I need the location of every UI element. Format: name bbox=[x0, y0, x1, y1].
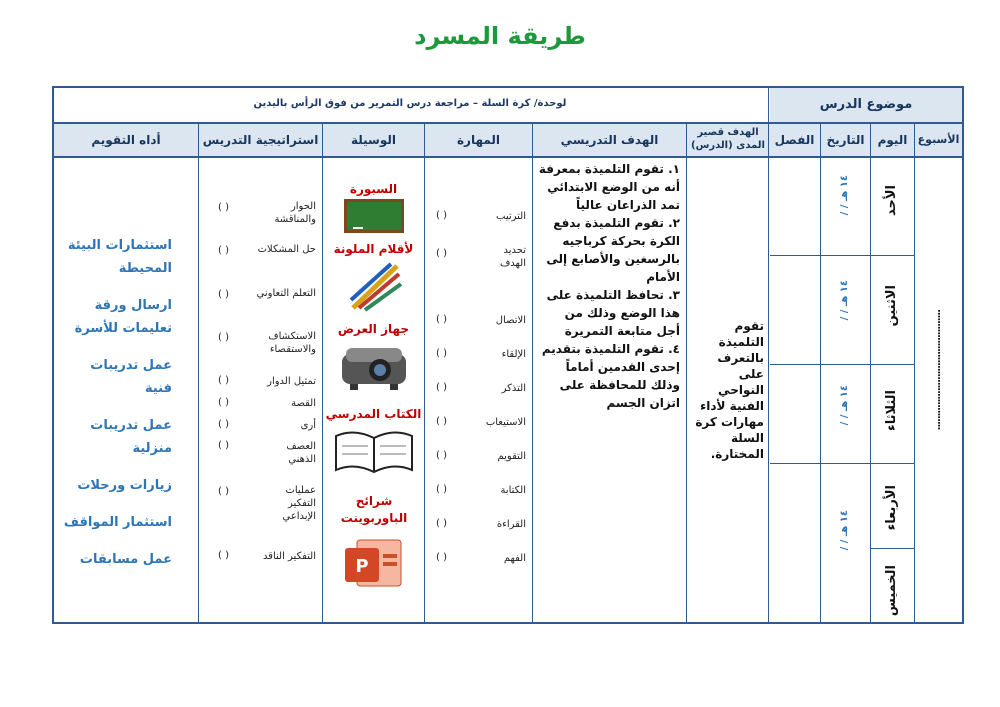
col-short-goal: الهدف قصير المدى (الدرس) bbox=[691, 127, 765, 151]
skill-checkbox[interactable]: ( ) bbox=[436, 484, 447, 495]
projector-icon bbox=[336, 338, 412, 396]
divider bbox=[914, 124, 915, 622]
skill-checkbox[interactable]: ( ) bbox=[436, 552, 447, 563]
skill-checkbox[interactable]: ( ) bbox=[436, 314, 447, 325]
evaluation-item: عمل تدريبات منزلية bbox=[90, 418, 172, 456]
divider bbox=[870, 548, 914, 549]
teaching-goal-item: ٣. تحافظ التلميذة على هذا الوضع وذلك من أجل متابعة التمريرة bbox=[546, 288, 680, 338]
evaluation-item: عمل مسابقات bbox=[79, 552, 172, 567]
col-tool: الوسيلة bbox=[350, 133, 397, 147]
skill-item: تحديد الهدف ( ) bbox=[436, 245, 526, 269]
divider bbox=[54, 156, 962, 158]
skill-item: الفهم ( ) bbox=[436, 552, 526, 564]
strategy-checkbox[interactable]: ( ) bbox=[218, 375, 229, 386]
col-week: الأسبوع bbox=[917, 133, 960, 146]
skill-item: القراءة ( ) bbox=[436, 518, 526, 530]
strategy-checkbox[interactable]: ( ) bbox=[218, 440, 229, 451]
date-tuesday: / / ١٤ هـ bbox=[839, 385, 850, 426]
divider bbox=[54, 122, 962, 124]
evaluation-item: عمل تدريبات فنية bbox=[90, 358, 172, 396]
strategy-item: الاستكشاف والاستقصاء ( ) bbox=[218, 331, 316, 355]
col-class: الفصل bbox=[774, 133, 815, 147]
strategy-item: عمليات التفكير الإبداعي ( ) bbox=[218, 485, 316, 522]
skill-checkbox[interactable]: ( ) bbox=[436, 450, 447, 461]
divider bbox=[686, 124, 687, 622]
strategy-item: العصف الذهني ( ) bbox=[218, 440, 316, 465]
day-thursday: الخميس bbox=[884, 565, 899, 617]
teaching-goal-item: ٢. تقوم التلميذة بدفع الكرة بحركة كرباجيه بالرسغين والأصابع إلى الأمام bbox=[546, 216, 680, 284]
skill-checkbox[interactable]: ( ) bbox=[436, 518, 447, 529]
pencils-icon bbox=[345, 260, 405, 312]
col-date: التاريخ bbox=[826, 133, 865, 147]
col-strategy: استراتيجية التدريس bbox=[202, 133, 319, 147]
strategy-item: تمثيل الدوار ( ) bbox=[218, 375, 316, 387]
page-title: طريقة المسرد bbox=[414, 22, 586, 50]
divider bbox=[532, 124, 533, 622]
week-value-cell bbox=[932, 310, 948, 480]
day-monday: الاثنين bbox=[884, 285, 899, 327]
skill-checkbox[interactable]: ( ) bbox=[436, 210, 447, 221]
evaluation-item: استثمار المواقف bbox=[63, 515, 172, 530]
svg-text:P: P bbox=[355, 556, 369, 577]
skill-item: الاتصال ( ) bbox=[436, 314, 526, 326]
strategy-item: التفكير الناقد ( ) bbox=[218, 550, 316, 562]
skill-item: الاستيعاب ( ) bbox=[436, 416, 526, 428]
topic-label: موضوع الدرس bbox=[819, 97, 913, 112]
strategy-checkbox[interactable]: ( ) bbox=[218, 245, 229, 256]
col-skill: المهارة bbox=[456, 133, 501, 147]
teaching-goal-item: ٤. تقوم التلميذة بتقديم إحدى القدمين أماماً وذلك للمحافظة على اتزان الجسم bbox=[541, 342, 680, 410]
divider bbox=[322, 124, 323, 622]
week-value: ........................................... bbox=[932, 310, 943, 431]
skill-checkbox[interactable]: ( ) bbox=[436, 382, 447, 393]
skill-item: الإلقاء ( ) bbox=[436, 348, 526, 360]
book-icon bbox=[332, 424, 416, 480]
divider bbox=[820, 124, 821, 622]
divider bbox=[870, 124, 871, 622]
divider bbox=[424, 124, 425, 622]
tool-label-powerpoint: شرائح الباوربوينت bbox=[340, 494, 408, 525]
strategy-checkbox[interactable]: ( ) bbox=[218, 397, 229, 408]
skill-checkbox[interactable]: ( ) bbox=[436, 348, 447, 359]
date-sunday: / / ١٤ هـ bbox=[839, 175, 850, 216]
tool-label-textbook: الكتاب المدرسي bbox=[325, 407, 422, 421]
powerpoint-icon bbox=[343, 536, 405, 592]
col-evaluation: أداه التقويم bbox=[91, 133, 161, 147]
evaluation-item: زيارات ورحلات bbox=[77, 478, 172, 493]
col-teaching-goal: الهدف التدريسي bbox=[560, 133, 659, 147]
col-day: اليوم bbox=[877, 133, 908, 147]
evaluation-item: استثمارات البيئة المحيطة bbox=[67, 238, 172, 276]
strategy-checkbox[interactable]: ( ) bbox=[218, 202, 229, 213]
strategy-checkbox[interactable]: ( ) bbox=[218, 289, 229, 300]
skill-checkbox[interactable]: ( ) bbox=[436, 248, 447, 259]
tool-label-board: السبورة bbox=[349, 182, 398, 196]
skill-checkbox[interactable]: ( ) bbox=[436, 416, 447, 427]
date-wednesday: / / ١٤ هـ bbox=[839, 510, 850, 551]
skill-item: الترتيب ( ) bbox=[436, 210, 526, 222]
chalkboard-icon bbox=[343, 198, 405, 234]
evaluation-list bbox=[60, 234, 172, 571]
tool-label-pens: لأقلام الملونة bbox=[333, 242, 414, 256]
strategy-item: حل المشكلات ( ) bbox=[218, 244, 316, 256]
strategy-item: التعلم التعاوني ( ) bbox=[218, 288, 316, 300]
topic-text: لوحدة/ كرة السلة – مراجعة درس التمرير من فوق الرأس باليدين bbox=[253, 98, 567, 109]
strategy-item: القصة ( ) bbox=[218, 397, 316, 409]
divider bbox=[768, 124, 769, 622]
strategy-checkbox[interactable]: ( ) bbox=[218, 419, 229, 430]
skill-item: التذكر ( ) bbox=[436, 382, 526, 394]
strategy-checkbox[interactable]: ( ) bbox=[218, 486, 229, 497]
day-sunday: الأحد bbox=[884, 185, 899, 217]
teaching-goal-item: ١. تقوم التلميذة بمعرفة أنه من الوضع الابتدائي تمد الذراعان عالياً bbox=[538, 162, 680, 212]
divider bbox=[198, 124, 199, 622]
day-tuesday: الثلاثاء bbox=[884, 390, 899, 431]
skill-item: الكتابة ( ) bbox=[436, 484, 526, 496]
evaluation-item: ارسال ورقة تعليمات للأسرة bbox=[74, 298, 172, 336]
skill-item: التقويم ( ) bbox=[436, 450, 526, 462]
tool-label-projector: جهاز العرض bbox=[337, 322, 410, 336]
divider bbox=[870, 364, 914, 365]
strategy-checkbox[interactable]: ( ) bbox=[218, 550, 229, 561]
date-monday: / / ١٤ هـ bbox=[839, 280, 850, 321]
teaching-goals-list bbox=[538, 160, 680, 412]
strategy-item: الحوار والمناقشة ( ) bbox=[218, 201, 316, 225]
divider bbox=[870, 463, 914, 464]
day-wednesday: الأربعاء bbox=[884, 485, 899, 531]
strategy-checkbox[interactable]: ( ) bbox=[218, 332, 229, 343]
divider bbox=[870, 255, 914, 256]
strategy-item: أرى ( ) bbox=[218, 419, 316, 431]
short-goal-text: تقوم التلميذة بالتعرف على النواحي الفنية لأداء مهارات كرة السلة المختارة. bbox=[695, 319, 764, 461]
